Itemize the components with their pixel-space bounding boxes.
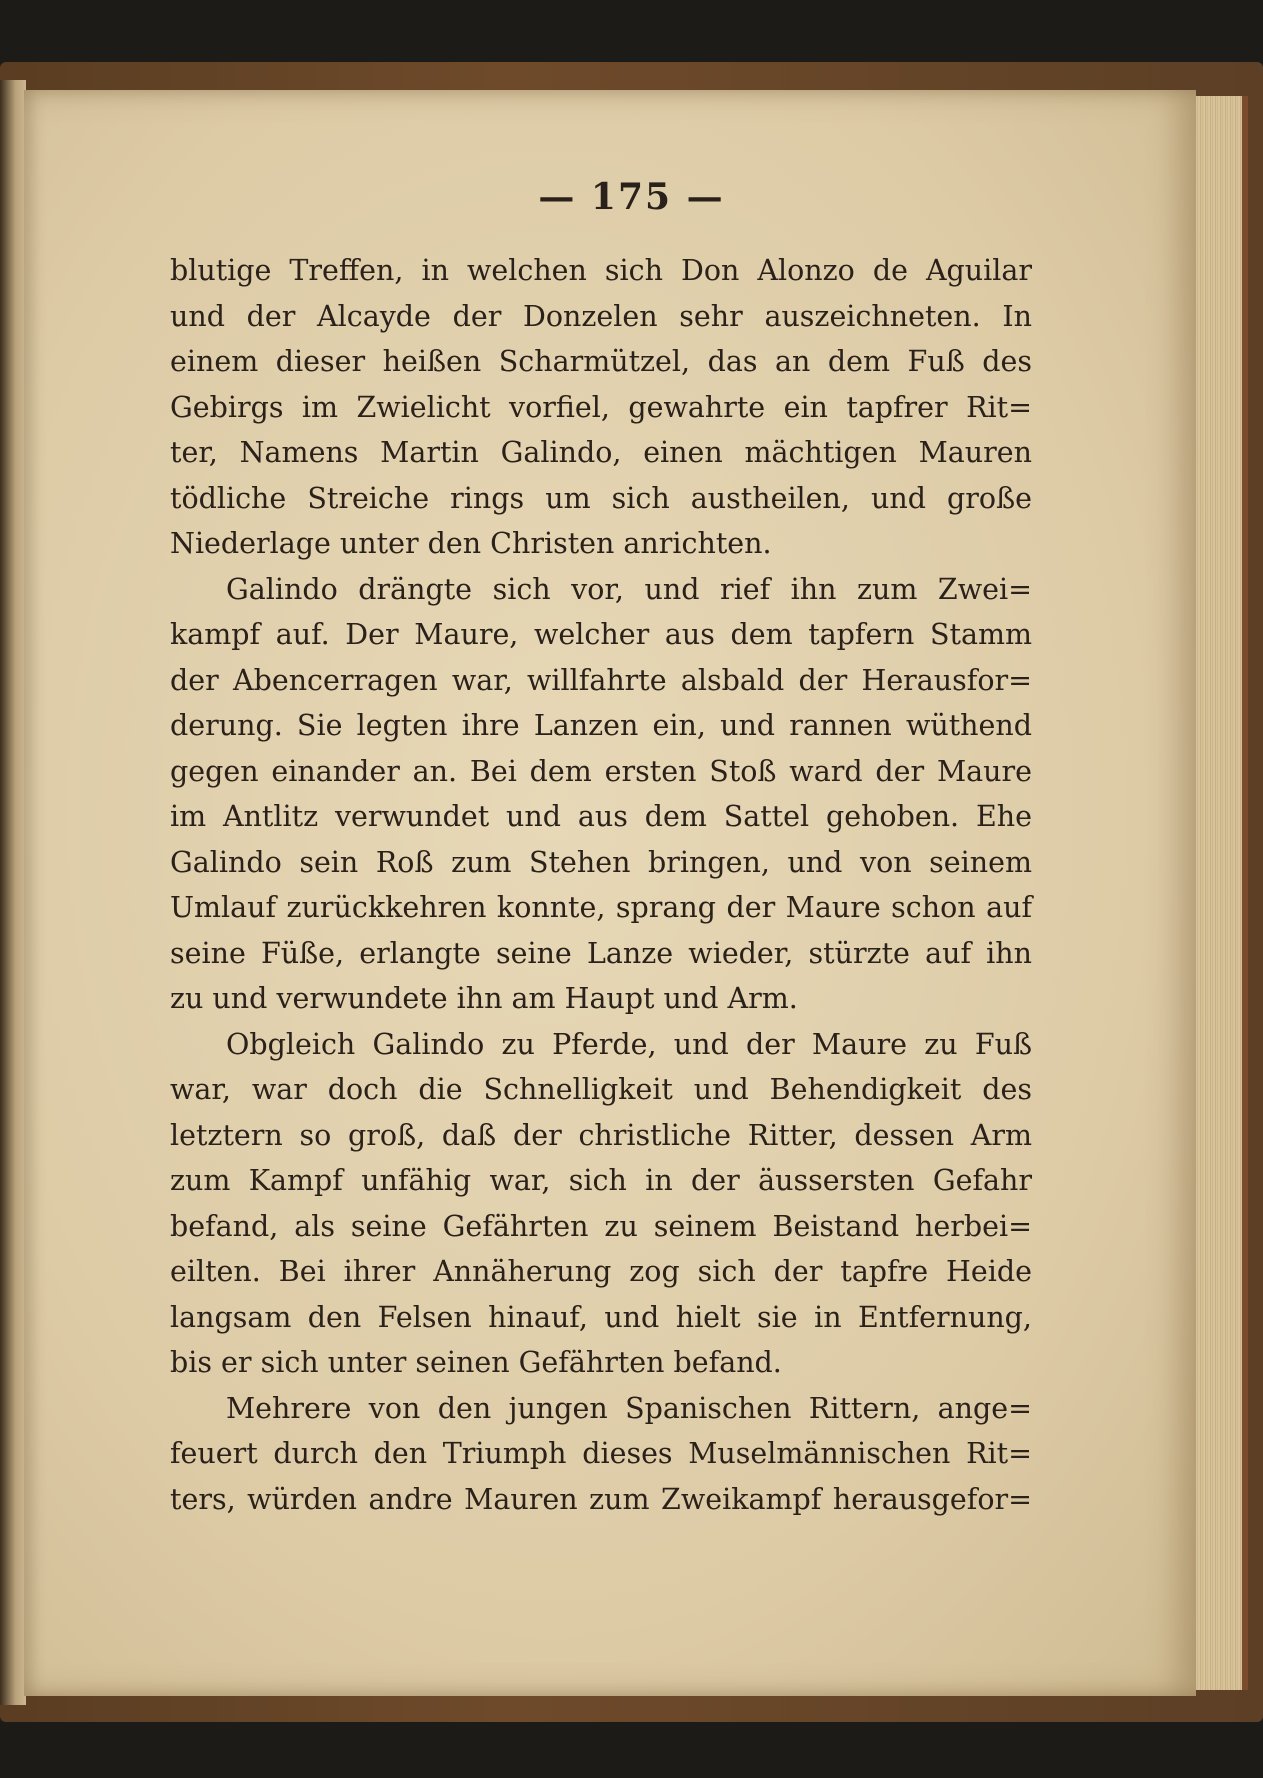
text-line: und der Alcayde der Donzelen sehr auszeichneten. In: [170, 299, 1032, 333]
text-line: Galindo sein Roß zum Stehen bringen, und von seinem: [170, 845, 1032, 879]
text-line: im Antlitz verwundet und aus dem Sattel gehoben. Ehe: [170, 800, 1032, 833]
left-page-edge: [0, 80, 26, 1705]
text-line: derung. Sie legten ihre Lanzen ein, und rannen wüthend: [170, 709, 1032, 742]
text-line: der Abencerragen war, willfahrte alsbald der Herausfor=: [170, 663, 1032, 697]
text-line: befand, als seine Gefährten zu seinem Beistand herbei=: [170, 1209, 1032, 1243]
text-line: zum Kampf unfähig war, sich in der äussersten Gefahr: [170, 1164, 1032, 1197]
text-line: war, war doch die Schnelligkeit und Behendigkeit des: [170, 1073, 1032, 1106]
text-line: langsam den Felsen hinauf, und hielt sie in Entfernung,: [170, 1300, 1032, 1334]
page-stack-edge: [1196, 96, 1248, 1690]
text-line: Niederlage unter den Christen anrichten.: [170, 527, 772, 560]
text-line: gegen einander an. Bei dem ersten Stoß ward der Maure: [170, 754, 1032, 788]
text-line: Galindo drängte sich vor, und rief ihn zum Zwei=: [226, 572, 1032, 606]
text-line: Obgleich Galindo zu Pferde, und der Maure zu Fuß: [226, 1027, 1032, 1061]
text-line: eilten. Bei ihrer Annäherung zog sich der tapfre Heide: [170, 1255, 1032, 1288]
text-line: ters, würden andre Mauren zum Zweikampf herausgefor=: [170, 1482, 1032, 1516]
text-line: kampf auf. Der Maure, welcher aus dem tapfern Stamm: [170, 618, 1032, 651]
text-line: Mehrere von den jungen Spanischen Rittern, ange=: [226, 1391, 1032, 1425]
text-line: ter, Namens Martin Galindo, einen mächtigen Mauren: [170, 436, 1032, 469]
text-line: blutige Treffen, in welchen sich Don Alonzo de Aguilar: [170, 254, 1032, 287]
text-line: einem dieser heißen Scharmützel, das an dem Fuß des: [170, 345, 1032, 378]
text-line: Gebirgs im Zwielicht vorfiel, gewahrte ein tapfrer Rit=: [170, 390, 1032, 424]
page-number: — 175 —: [538, 176, 725, 218]
text-line: zu und verwundete ihn am Haupt und Arm.: [170, 982, 798, 1015]
text-line: letztern so groß, daß der christliche Ritter, dessen Arm: [170, 1118, 1032, 1152]
text-line: bis er sich unter seinen Gefährten befand.: [170, 1346, 782, 1379]
text-line: Umlauf zurückkehren konnte, sprang der Maure schon auf: [170, 891, 1032, 924]
text-line: feuert durch den Triumph dieses Muselmännischen Rit=: [170, 1437, 1032, 1470]
page-body: [170, 248, 1032, 1522]
text-line: tödliche Streiche rings um sich austheilen, und große: [170, 481, 1032, 515]
text-line: seine Füße, erlangte seine Lanze wieder, stürzte auf ihn: [170, 936, 1032, 970]
